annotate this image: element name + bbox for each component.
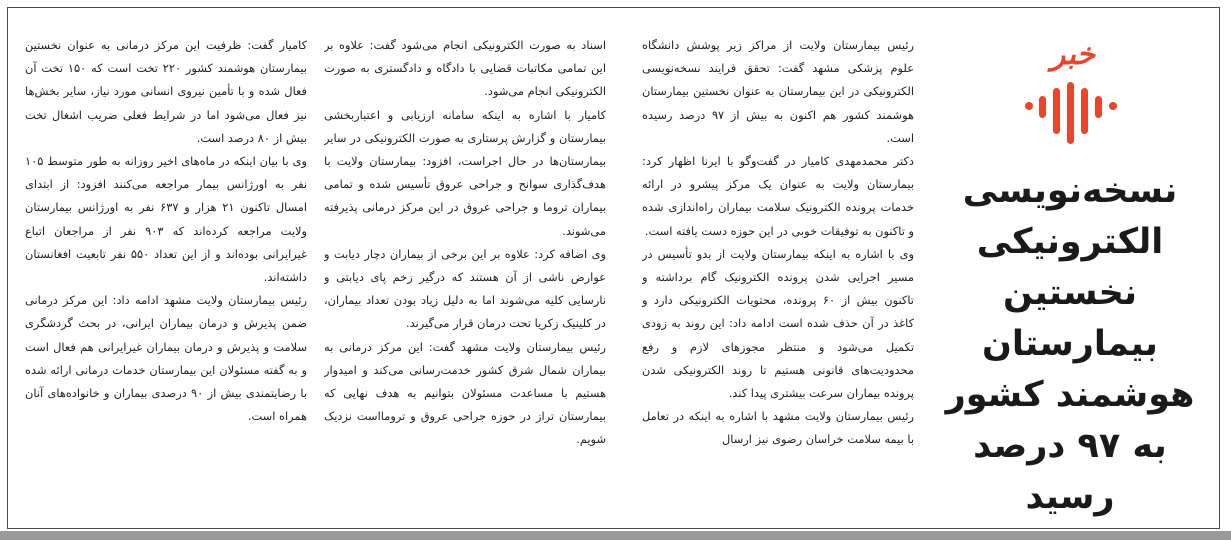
- paragraph: کامیار با اشاره به اینکه سامانه ارزیابی و اعتباربخشی بیمارستان و گزارش پرستاری به صورت الکترونیکی در سایر بیمارستان‌ها در حال اجراست، افزود: بیمارستان ولایت با هدف‌گذاری سوانح و جراحی عروق تأسیس شده و تمامی بیماران تروما و جراحی عروق در این مرکز درمانی پذیرفته می‌شوند.: [324, 107, 606, 238]
- paragraph: رئیس بیمارستان ولایت مشهد ادامه داد: این مرکز درمانی ضمن پذیرش و درمان بیماران ایرانی، در بحث گردشگری سلامت و پذیرش و درمان بیماران غیرایرانی هم فعال است و به گفته مسئولان این بیمارستان خدمات درمانی ارائه شده با رضایتمندی بیش از ۹۰ درصدی بیماران و خانواده‌های آنان همراه است.: [25, 293, 307, 424]
- kicker-label: خبر: [1050, 37, 1096, 72]
- article-frame: [7, 7, 1220, 529]
- paragraph: رئیس بیمارستان ولایت مشهد با اشاره به اینکه در تعامل با بیمه سلامت خراسان رضوی نیز ارسال: [642, 409, 914, 447]
- article-column-1: [642, 34, 914, 520]
- paragraph: رئیس بیمارستان ولایت از مراکز زیر پوشش دانشگاه علوم پزشکی مشهد گفت: تحقق فرایند نسخه‌نویسی الکترونیکی در این بیمارستان به عنوان نخستین بیمارستان هوشمند کشور هم اکنون به بیش از ۹۷ درصد رسیده است.: [642, 38, 914, 145]
- headline-panel: [923, 8, 1219, 528]
- paragraph: کامیار گفت: ظرفیت این مرکز درمانی به عنوان نخستین بیمارستان هوشمند کشور ۲۲۰ تخت است که ۱۵۰ تخت آن فعال شده و با تأمین نیروی انسانی مورد نیاز، سایر بخش‌ها نیز فعال می‌شود اما در شرایط فعلی ضریب اشغال تخت بیش از ۸۰ درصد است.: [25, 38, 307, 145]
- paragraph: رئیس بیمارستان ولایت مشهد گفت: این مرکز درمانی به بیماران شمال شرق کشور خدمت‌رسانی می‌کند و امیدوار هستیم با مساعدت مسئولان بتوانیم به هدف نهایی که بیمارستان تراز در حوزه جراحی عروق و ترومااست نزدیک شویم.: [324, 339, 606, 447]
- article-column-2: [324, 34, 606, 520]
- article-column-3: [25, 34, 307, 520]
- headline: نسخه‌نویسی الکترونیکی نخستین بیمارستان هوشمند کشور به ۹۷ درصد رسید: [945, 171, 1195, 517]
- paragraph: وی با اشاره به اینکه بیمارستان ولایت از بدو تأسیس در مسیر اجرایی شدن پرونده الکترونیک گام برداشته و تاکنون بیش از ۶۰ پرونده، محتویات الکترونیکی دارد و کاغذ در آن حذف شده است ادامه داد: این روند به زودی تکمیل می‌شود و منتظر مجوزهای لازم و رفع محدودیت‌های قانونی هستیم تا روند الکترونیکی شدن پرونده بیماران سرعت بیشتری پیدا کند.: [642, 246, 914, 401]
- paragraph: وی با بیان اینکه در ماه‌های اخیر روزانه به طور متوسط ۱۰۵ نفر به اورژانس بیمار مراجعه می‌کنند افزود: از ابتدای امسال تاکنون ۲۱ هزار و ۶۳۷ نفر به اورژانس بیمارستان ولایت مراجعه کرده‌اند که ۹۰۳ نفر از مراجعان اتباع غیرایرانی بوده‌اند و از این تعداد ۵۵۰ نفر تابعیت افغانستان داشته‌اند.: [25, 154, 307, 285]
- paragraph: اسناد به صورت الکترونیکی انجام می‌شود گفت: علاوه بر این تمامی مکاتبات قضایی با دادگاه و دادگستری به صورت الکترونیکی انجام می‌شود.: [324, 38, 606, 99]
- news-logo-icon: [1003, 30, 1143, 158]
- paragraph: وی اضافه کرد: علاوه بر این برخی از بیماران دچار دیابت و عوارض ناشی از آن هستند که درگیر زخم پای دیابتی و نارسایی کلیه می‌شوند اما به دلیل زیاد بودن تعداد بیماران، در کلینیک زکریا تحت درمان قرار می‌گیرند.: [324, 246, 606, 331]
- paragraph: دکتر محمدمهدی کامیار در گفت‌وگو با ایرنا اظهار کرد: بیمارستان ولایت به عنوان یک مرکز پیشرو در ارائه خدمات پرونده الکترونیک سلامت بیماران راه‌اندازی شده و تاکنون به توفیقات خوبی در این حوزه دست یافته است.: [642, 154, 914, 238]
- bottom-bar: [0, 531, 1231, 540]
